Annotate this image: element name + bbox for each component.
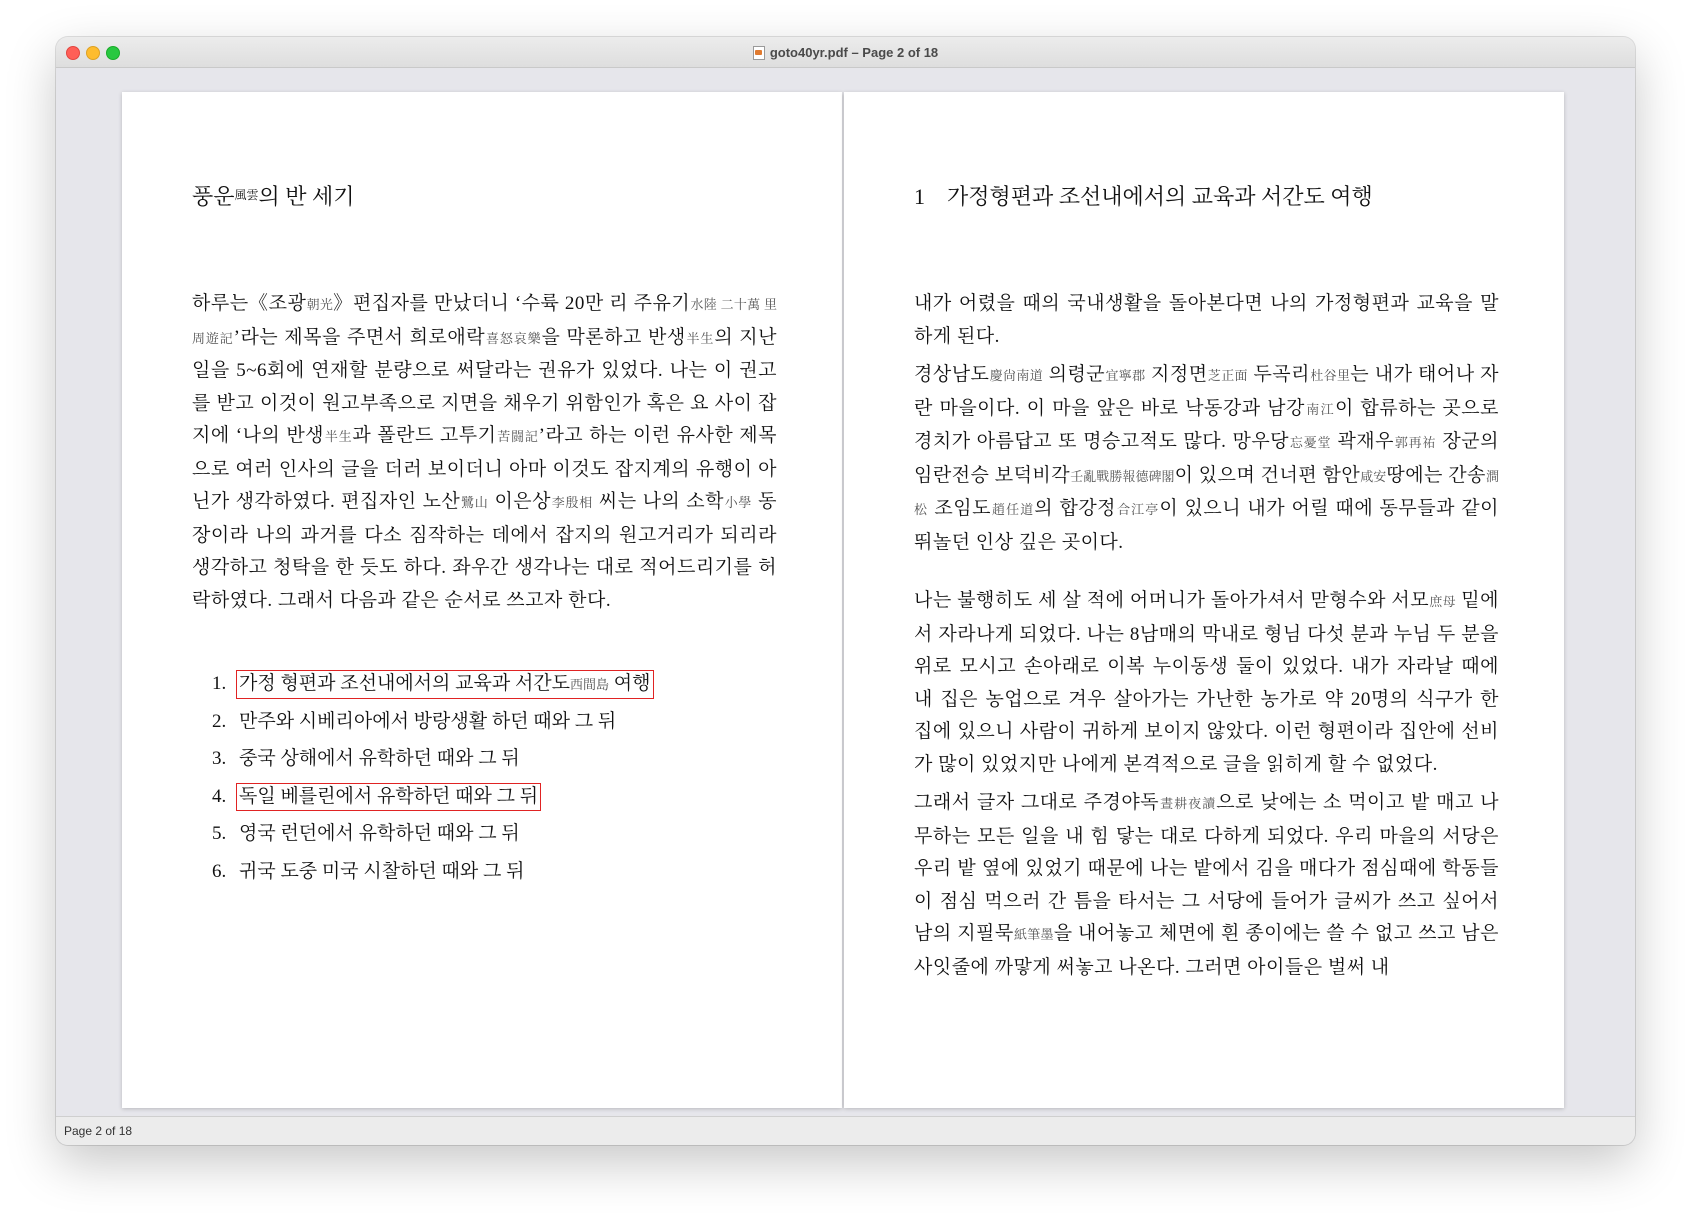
chapter-list-item xyxy=(212,858,654,896)
chapter-number: 4. xyxy=(212,785,227,807)
text-run: 경상남도 xyxy=(914,364,990,385)
text-run: 과 폴란드 고투기 xyxy=(352,425,497,446)
chapter-title-text: 중국 상해에서 유학하던 때와 그 뒤 xyxy=(239,748,520,769)
text-run: 이 있으니 내가 어릴 때에 동무들과 같이 뛰놀던 인상 깊은 곳이다. xyxy=(914,498,1499,553)
text-run: ’라고 하는 이런 유사한 제목으로 여러 인사의 글을 더러 보이더니 아마 이것도 잡지계의 유행이 아닌가 생각하였다. 편집자인 노산 xyxy=(192,425,777,512)
text-run: 땅에는 간송 xyxy=(1386,464,1486,486)
text-run: 나는 불행히도 세 살 적에 어머니가 돌아가셔서 맏형수와 서모 xyxy=(914,590,1430,611)
chapter-title xyxy=(236,708,619,736)
hanja-annotation: 鷺山 xyxy=(460,495,489,510)
text-run: 내가 어렸을 때의 국내생활을 돌아본다면 나의 가정형편과 교육을 말하게 된다. xyxy=(914,293,1499,347)
hanja-annotation: 朝光 xyxy=(306,297,334,312)
text-run: 이 있으며 건너편 함안 xyxy=(1174,464,1361,486)
hanja-annotation: 合江亭 xyxy=(1116,502,1160,517)
text-run: 을 막론하고 반생 xyxy=(541,326,686,348)
text-run: 장군의 임란전승 보덕비각 xyxy=(914,431,1499,486)
chapter-number: 1. xyxy=(212,673,227,694)
window-title: goto40yr.pdf – Page 2 of 18 xyxy=(769,44,939,60)
body-paragraph xyxy=(914,585,1499,781)
body-paragraph xyxy=(914,787,1499,984)
chapter-title-text: 독일 베를린에서 유학하던 때와 그 뒤 xyxy=(239,785,539,807)
hanja-annotation: 喜怒哀樂 xyxy=(485,330,542,346)
chapter-number: 2. xyxy=(212,710,227,732)
title-bar[interactable] xyxy=(56,37,1635,68)
hanja-annotation: 咸安 xyxy=(1360,468,1387,484)
intro-text xyxy=(192,288,777,617)
chapter-title xyxy=(236,820,523,848)
text-run: 으로 낮에는 소 먹이고 밭 매고 나무하는 모든 일을 내 힘 닿는 대로 다하게 되었다. 우리 마을의 서당은 우리 밭 옆에 있었기 때문에 나는 밭에서 김을 매다가 점심때에 학동들이 점심 먹으러 간 틈을 타서는 그 서당에 들어가 글씨가 쓰고 싶어서 남의 지필묵 xyxy=(914,792,1499,944)
hanja-annotation: 郭再祐 xyxy=(1394,435,1437,450)
hanja-annotation: 澗松 xyxy=(914,468,1499,517)
body-paragraph xyxy=(914,359,1499,559)
text-run: 조임도 xyxy=(928,498,991,519)
hanja-annotation: 杜谷里 xyxy=(1310,368,1351,383)
chapter-title-text-end: 여행 xyxy=(609,673,651,694)
hanja-annotation: 慶尙南道 xyxy=(989,368,1044,383)
highlighted-chapter-title xyxy=(236,670,654,699)
chapter-list-item xyxy=(212,783,654,821)
preview-window xyxy=(56,37,1635,1145)
text-run: 의 지난 일을 5~6회에 연재할 분량으로 써달라는 권유가 있었다. 나는 이 권고를 받고 이것이 원고부족으로 지면을 채우기 위함인가 혹은 요 사이 잡지에 ‘나의 반생 xyxy=(192,326,777,446)
hanja-annotation: 芝正面 xyxy=(1207,368,1248,383)
pdf-page-right[interactable] xyxy=(844,92,1564,1108)
hanja-annotation: 小學 xyxy=(723,495,753,510)
text-run: 지정면 xyxy=(1145,364,1208,385)
hanja-annotation: 半生 xyxy=(685,330,715,346)
chapter-number: 5. xyxy=(212,823,227,844)
hanja-annotation: 庶母 xyxy=(1429,594,1456,609)
chapter-list-item xyxy=(212,745,654,783)
chapter-title-text: 귀국 도중 미국 시찰하던 때와 그 뒤 xyxy=(239,860,525,882)
text-run: ’라는 제목을 주면서 희로애락 xyxy=(233,326,486,348)
text-run: 밑에서 자라나게 되었다. 나는 8남매의 막내로 형님 다섯 분과 누님 두 분을 위로 모시고 손아래로 이복 누이동생 둘이 있었다. 내가 자라날 때에 내 집은 농업으로 겨우 살아가는 가난한 농가로 약 20명의 식구가 한 집에 있으니 사람이 귀하게 보이지 않았다. 이런 형편이라 집안에 선비가 많이 있었지만 나에게 본격적으로 글을 읽히게 할 수 없었다. xyxy=(914,590,1499,775)
text-run: 는 내가 태어나 자란 마을이다. 이 마을 앞은 바로 낙동강과 남강 xyxy=(914,364,1499,419)
chapter-number: 6. xyxy=(212,860,227,882)
highlighted-chapter-title xyxy=(236,783,541,811)
chapter-list-item xyxy=(212,708,654,746)
hanja-annotation: 西間島 xyxy=(570,677,610,692)
window-title-group xyxy=(56,37,1635,67)
heading-text: 풍운 xyxy=(192,184,235,209)
heading-text-end: 의 반 세기 xyxy=(258,184,355,209)
intro-paragraph xyxy=(192,288,777,617)
chapter-heading: 1 가정형편과 조선내에서의 교육과 서간도 여행 xyxy=(914,184,1373,209)
hanja-annotation: 苦闘記 xyxy=(496,429,539,444)
text-run: 이은상 xyxy=(488,491,552,512)
chapter-list xyxy=(212,670,654,895)
text-run: 씨는 나의 소학 xyxy=(592,491,724,512)
chapter-title xyxy=(236,745,523,773)
document-viewer[interactable] xyxy=(56,68,1635,1117)
chapter-list-item xyxy=(212,820,654,858)
hanja-annotation: 紙筆墨 xyxy=(1013,927,1054,942)
text-run: 》편집자를 만났더니 ‘수륙 20만 리 주유기 xyxy=(333,293,691,314)
chapter-number: 3. xyxy=(212,748,227,769)
heading-hanja: 風雲 xyxy=(234,188,259,202)
text-run: 을 내어놓고 체면에 흰 종이에는 쓸 수 없고 쓰고 남은 사잇줄에 까맣게 써놓고 나온다. 그러면 아이들은 벌써 내 xyxy=(914,923,1499,978)
text-run: 두곡리 xyxy=(1247,364,1311,385)
chapter-title xyxy=(236,858,527,886)
text-run: 곽재우 xyxy=(1331,431,1395,452)
hanja-annotation: 趙任道 xyxy=(990,502,1035,517)
hanja-annotation: 南江 xyxy=(1304,401,1335,417)
pdf-document-icon[interactable] xyxy=(753,46,764,59)
hanja-annotation: 壬亂戰勝報德碑閣 xyxy=(1070,468,1175,484)
chapter-body xyxy=(914,288,1499,984)
text-run: 이 합류하는 곳으로 경치가 아름답고 또 명승고적도 많다. 망우당 xyxy=(914,397,1499,452)
hanja-annotation: 李殷相 xyxy=(551,495,593,510)
chapter-title-text: 영국 런던에서 유학하던 때와 그 뒤 xyxy=(239,823,520,844)
page-running-title xyxy=(192,180,777,211)
hanja-annotation: 晝耕夜讀 xyxy=(1159,796,1217,811)
chapter-list-item xyxy=(212,670,654,708)
hanja-annotation: 半生 xyxy=(324,429,353,444)
text-run: 동장이라 나의 과거를 다소 짐작하는 데에서 잡지의 원고거리가 되리라 생각하고 청탁을 한 듯도 하다. 좌우간 생각나는 대로 적어드리기를 허락하였다. 그래서 다음과 같은 순서로 쓰고자 한다. xyxy=(192,491,778,611)
status-bar xyxy=(56,1116,1635,1145)
body-paragraph xyxy=(914,288,1499,353)
hanja-annotation: 水陸 二十萬 里 周遊記 xyxy=(192,297,777,346)
chapter-title-text: 만주와 시베리아에서 방랑생활 하던 때와 그 뒤 xyxy=(239,710,617,732)
text-run: 그래서 글자 그대로 주경야독 xyxy=(914,792,1160,813)
text-run: 하루는《조광 xyxy=(192,293,307,314)
text-run: 의 합강정 xyxy=(1034,498,1117,519)
pdf-page-left[interactable] xyxy=(122,92,842,1108)
chapter-title-text: 가정 형편과 조선내에서의 교육과 서간도 xyxy=(239,673,571,694)
text-run: 의령군 xyxy=(1043,364,1106,385)
hanja-annotation: 忘憂堂 xyxy=(1289,435,1332,450)
page-indicator: Page 2 of 18 xyxy=(64,1124,133,1138)
hanja-annotation: 宜寧郡 xyxy=(1105,368,1146,383)
